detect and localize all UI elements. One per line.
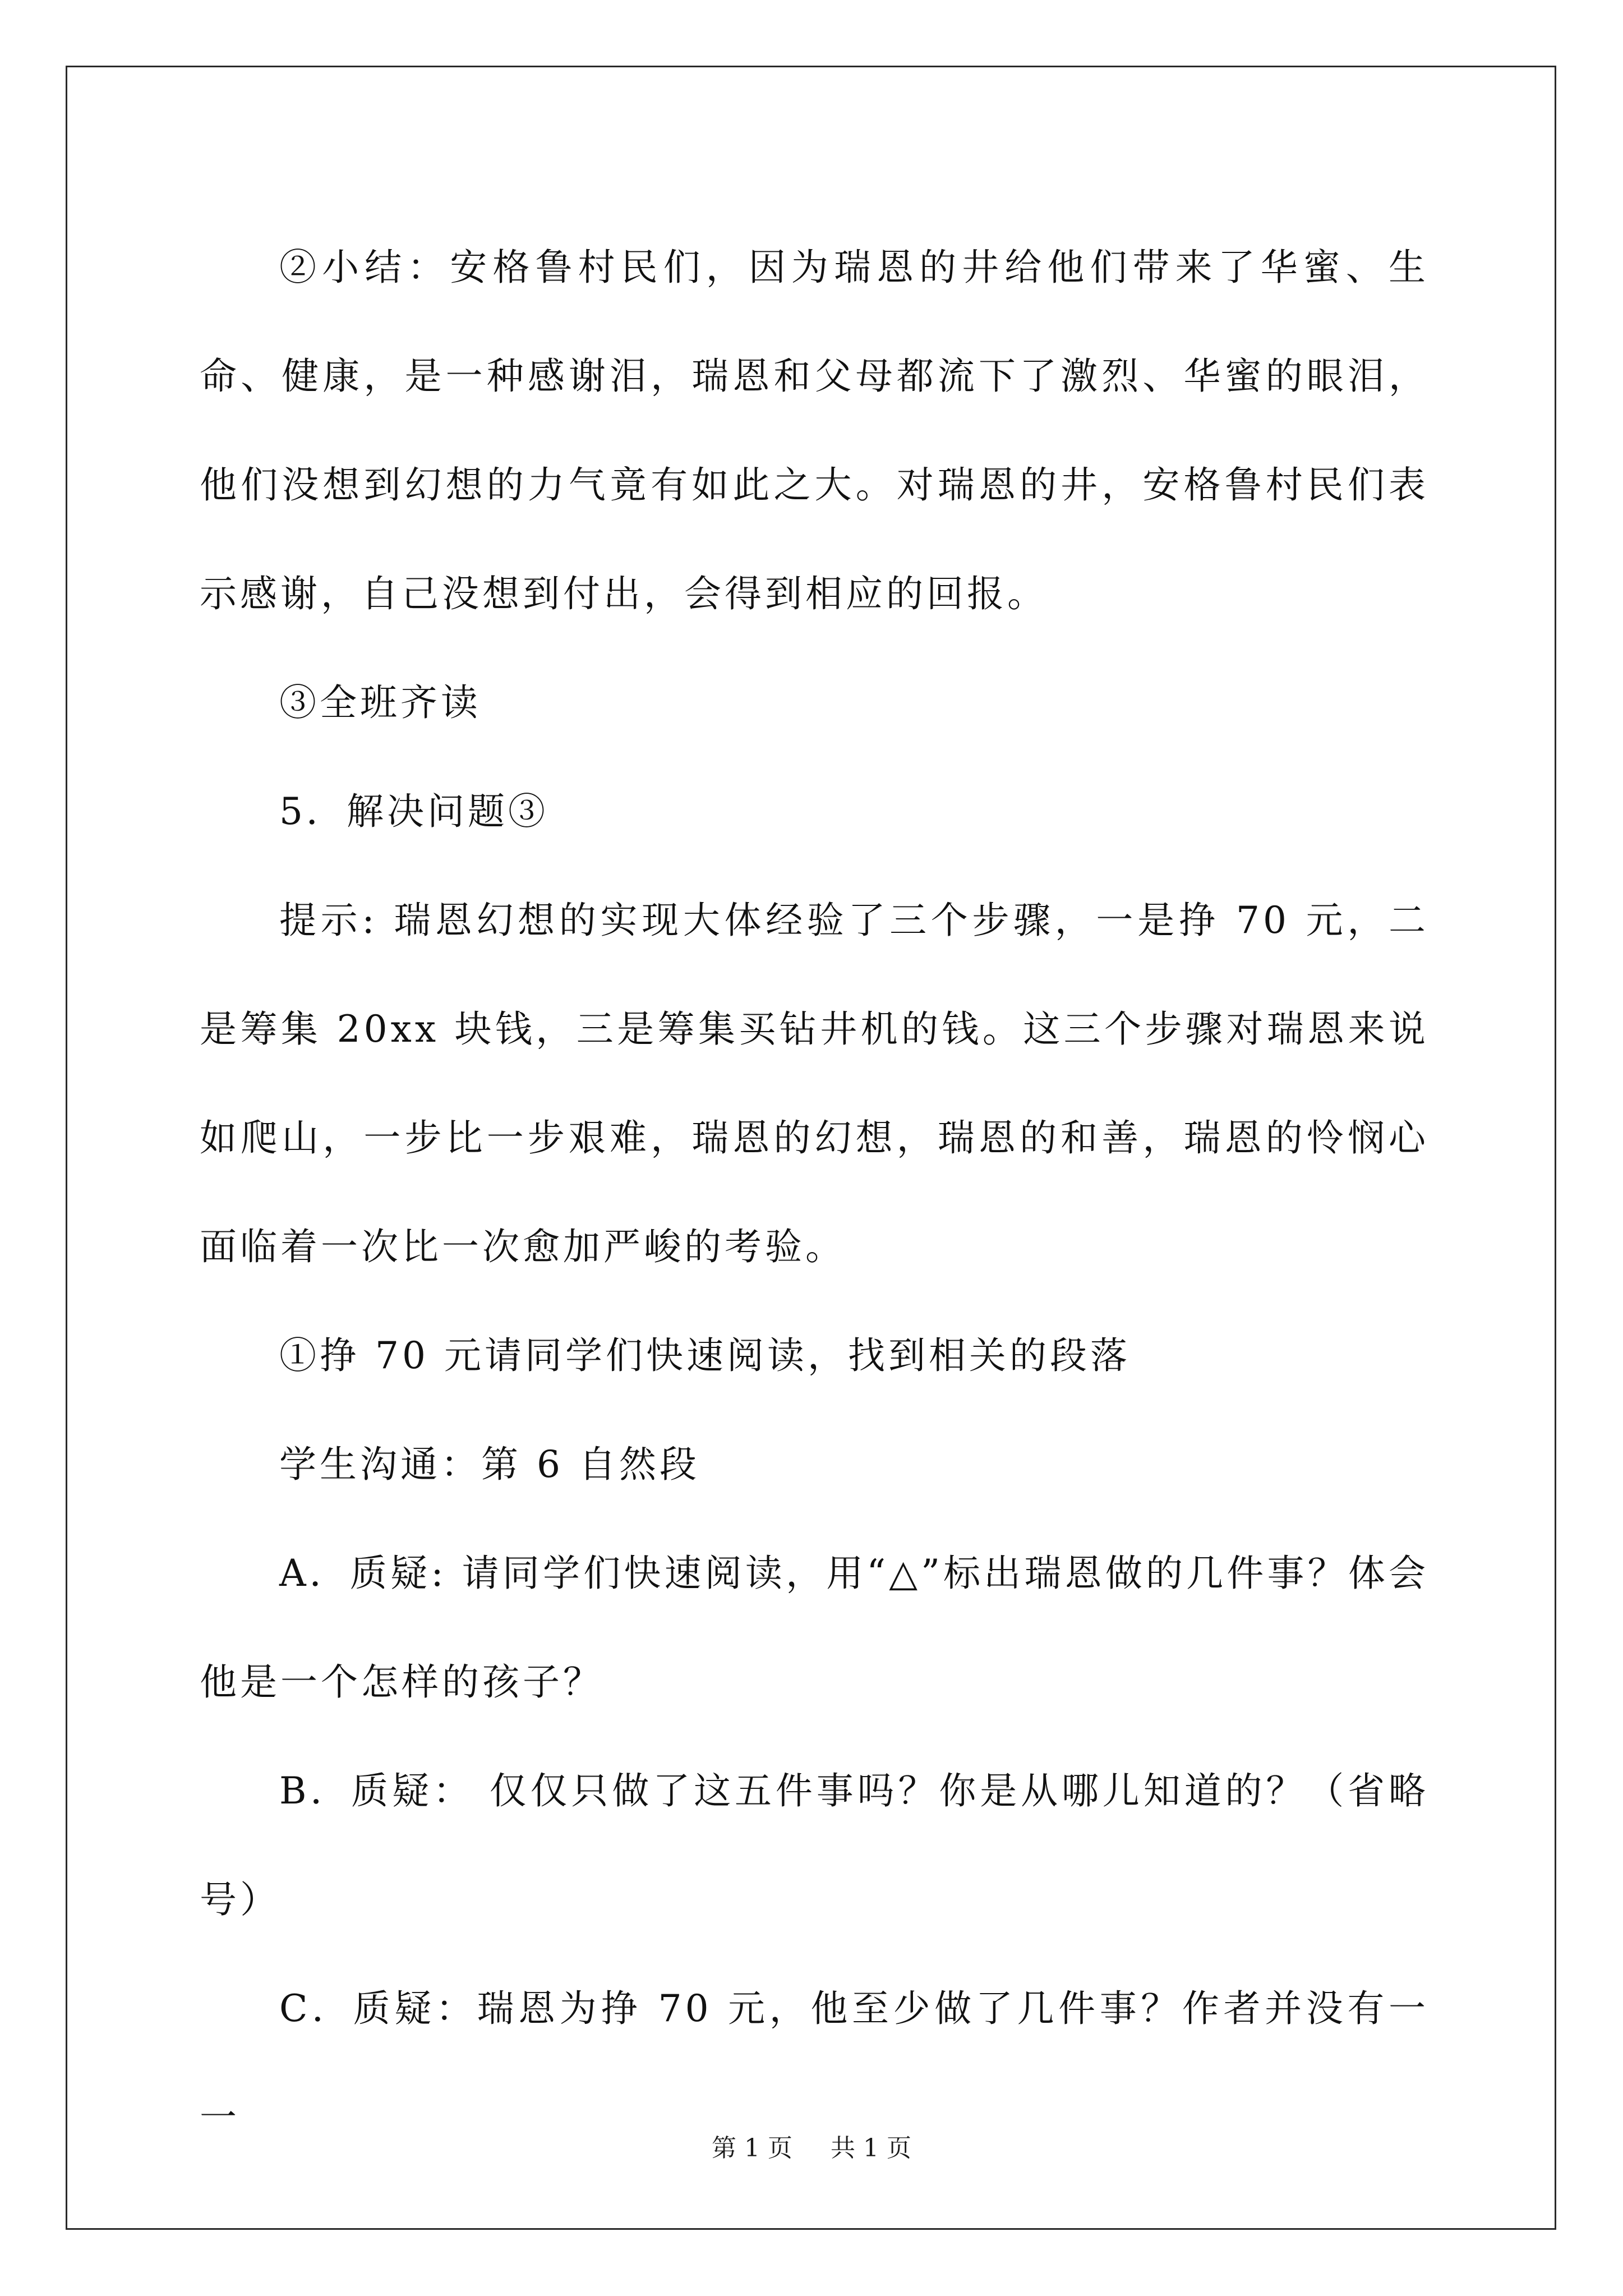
page-footer <box>0 2132 1623 2165</box>
paragraph-question-a: A．质疑: 请同学们快速阅读，用“△”标出瑞恩做的几件事？体会他是一个怎样的孩子？ <box>200 1552 1429 1704</box>
paragraph-question-c: C．质疑：瑞恩为挣 70 元，他至少做了几件事？作者并没有一一 <box>200 1987 1429 2139</box>
paragraph-solve-problem: 5．解决问题③ <box>279 790 548 833</box>
paragraph-hint: 提示: 瑞恩幻想的实现大体经验了三个步骤，一是挣 70 元，二是筹集 20xx 块钱，三是筹集买钻井机的钱。这三个步骤对瑞恩来说如爬山，一步比一步艰难，瑞恩的幻想，瑞恩的和善，瑞恩的怜悯心面临着一次比一次愈加严峻的考验。 <box>200 899 1429 1268</box>
paragraph-summary: ②小结：安格鲁村民们，因为瑞恩的井给他们带来了华蜜、生命、健康，是一种感谢泪，瑞恩和父母都流下了激烈、华蜜的眼泪，他们没想到幻想的力气竟有如此之大。对瑞恩的井，安格鲁村民们表示感谢，自己没想到付出，会得到相应的回报。 <box>200 246 1429 615</box>
document-body <box>200 213 1429 2172</box>
paragraph-student-exchange: 学生沟通：第 6 自然段 <box>279 1443 700 1486</box>
paragraph-earn-70: ①挣 70 元请同学们快速阅读，找到相关的段落 <box>279 1334 1131 1377</box>
paragraph-class-reading: ③全班齐读 <box>279 681 481 724</box>
page-number: 第 1 页 <box>712 2134 792 2162</box>
paragraph-question-b: B．质疑： 仅仅只做了这五件事吗？你是从哪儿知道的？（省略号） <box>200 1769 1429 1921</box>
page-total: 共 1 页 <box>831 2134 911 2162</box>
